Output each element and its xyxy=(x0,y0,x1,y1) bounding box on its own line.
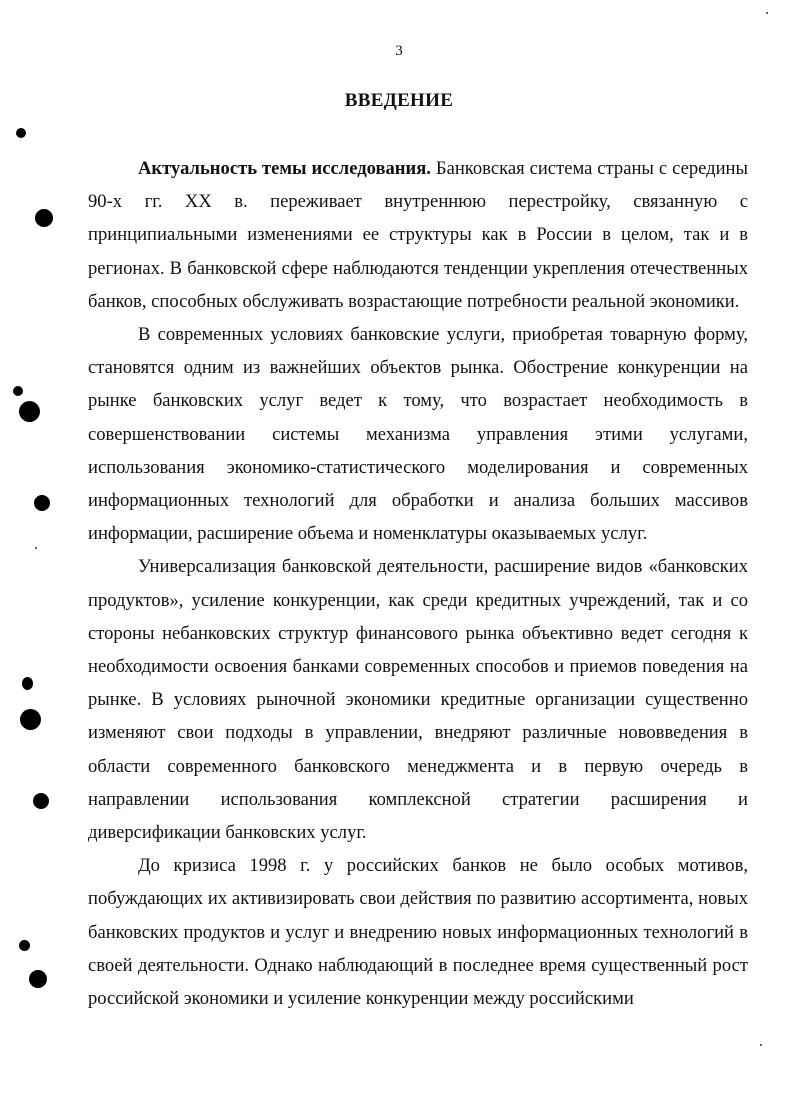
paragraph-text: Банковская система страны с середины 90-х гг. XX в. переживает внутреннюю перестройку, связанную с принципиальными изменениями ее структуры как в России в целом, так и в регионах. В банковской сфере наблюдаются тенденции укрепления отечественных банков, способных обслуживать возрастающие потребности реальной экономики. xyxy=(88,158,748,312)
page-heading: ВВЕДЕНИЕ xyxy=(344,90,454,111)
punch-hole-mark xyxy=(13,386,23,396)
scan-speck xyxy=(760,1044,762,1046)
paragraph-universalization: Универсализация банковской деятельности, расширение видов «банковских продуктов», усиление конкуренции, как среди кредитных учреждений, так и со стороны небанковских структур финансового рынка объективно ведет сегодня к необходимости освоения банками современных способов и приемов поведения на рынке. В условиях рыночной экономики кредитные организации существенно изменяют свои подходы в управлении, внедряют различные нововведения в области современного банковского менеджмента и в первую очередь в направлении использования комплексной стратегии расширения и диверсификации банковских услуг. xyxy=(88,556,748,844)
punch-hole-mark xyxy=(22,677,33,690)
body-text xyxy=(88,152,748,1015)
scan-speck xyxy=(35,547,37,549)
punch-hole-mark xyxy=(29,970,47,988)
page-number: 3 xyxy=(395,43,403,59)
punch-hole-mark xyxy=(33,793,49,809)
paragraph-relevance xyxy=(88,152,748,318)
punch-hole-mark xyxy=(19,401,40,422)
punch-hole-mark xyxy=(34,495,50,511)
paragraph-banking-services: В современных условиях банковские услуги, приобретая товарную форму, становятся одним из важнейших объектов рынка. Обострение конкуренции на рынке банковских услуг ведет к тому, что возрастает необходимость в совершенствовании системы механизма управления этими услугами, использования экономико-статистического моделирования и современных информационных технологий для обработки и анализа больших массивов информации, расширение объема и номенклатуры оказываемых услуг. xyxy=(88,324,748,545)
punch-hole-mark xyxy=(16,128,26,138)
punch-hole-mark xyxy=(20,709,41,730)
paragraph-lead-relevance: Актуальность темы исследования. xyxy=(138,158,431,179)
punch-hole-mark xyxy=(35,209,53,227)
punch-hole-mark xyxy=(19,940,30,951)
paragraph-crisis-1998: До кризиса 1998 г. у российских банков не было особых мотивов, побуждающих их активизировать свои действия по развитию ассортимента, новых банковских продуктов и услуг и внедрению новых информационных технологий в своей деятельности. Однако наблюдающий в последнее время существенный рост российской экономики и усиление конкуренции между российскими xyxy=(88,855,748,1010)
scan-speck xyxy=(766,12,768,14)
